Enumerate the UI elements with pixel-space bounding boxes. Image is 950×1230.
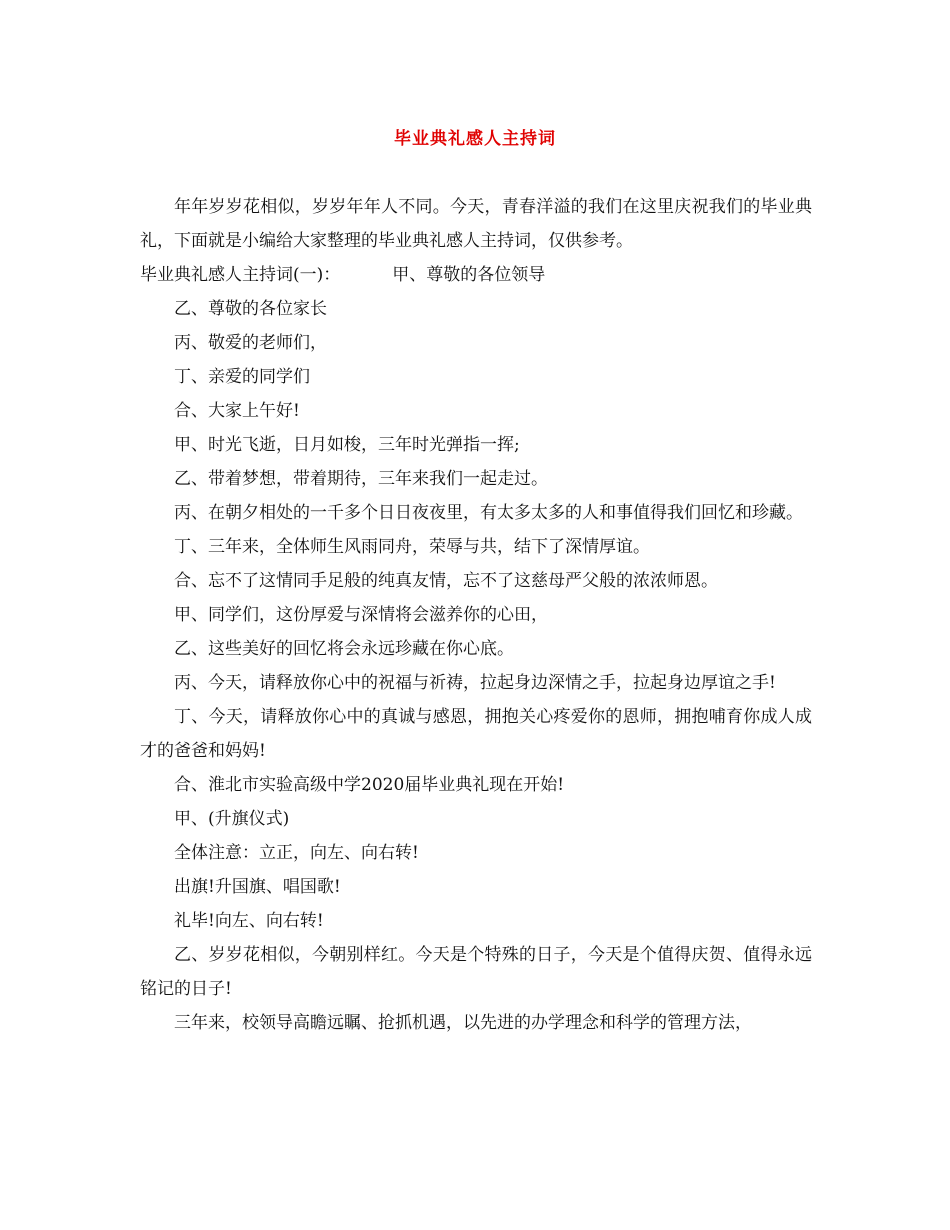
document-title: 毕业典礼感人主持词 (394, 129, 556, 149)
paragraph: 乙、这些美好的回忆将会永远珍藏在你心底。 (174, 639, 514, 659)
paragraph: 全体注意：立正，向左、向右转! (174, 843, 419, 863)
paragraph: 丙、敬爱的老师们， (174, 333, 327, 353)
paragraph: 甲、时光飞逝，日月如梭，三年时光弹指一挥; (174, 435, 520, 455)
paragraph: 甲、(升旗仪式) (174, 809, 290, 829)
paragraph: 甲、同学们，这份厚爱与深情将会滋养你的心田， (174, 605, 548, 625)
paragraph: 合、忘不了这情同手足般的纯真友情，忘不了这慈母严父般的浓浓师恩。 (174, 571, 718, 591)
section-heading: 毕业典礼感人主持词(一)： (140, 265, 341, 285)
paragraph: 丁、三年来，全体师生风雨同舟，荣辱与共，结下了深情厚谊。 (174, 537, 650, 557)
section-first-line: 甲、尊敬的各位领导 (392, 265, 546, 285)
paragraph: 乙、带着梦想，带着期待，三年来我们一起走过。 (174, 469, 548, 489)
paragraph: 礼毕!向左、向右转! (174, 911, 324, 931)
paragraph: 三年来，校领导高瞻远瞩、抢抓机遇，以先进的办学理念和科学的管理方法， (174, 1013, 752, 1033)
paragraph: 合、淮北市实验高级中学2020届毕业典礼现在开始! (174, 775, 565, 795)
paragraph: 丁、今天，请释放你心中的真诚与感恩，拥抱关心疼爱你的恩师，拥抱哺育你成人成才的爸爸和妈妈! (140, 707, 812, 761)
paragraph: 丙、今天，请释放你心中的祝福与祈祷，拉起身边深情之手，拉起身边厚谊之手! (174, 673, 776, 693)
section-heading-line (140, 258, 812, 292)
paragraph: 丙、在朝夕相处的一千多个日日夜夜里，有太多太多的人和事值得我们回忆和珍藏。 (174, 503, 803, 523)
paragraph: 乙、尊敬的各位家长 (174, 299, 327, 319)
document-body (140, 190, 812, 1040)
paragraph: 乙、岁岁花相似，今朝别样红。今天是个特殊的日子，今天是个值得庆贺、值得永远铭记的日子! (140, 945, 812, 999)
paragraph: 丁、亲爱的同学们 (174, 367, 310, 387)
paragraph: 合、大家上午好! (174, 401, 300, 421)
paragraph-intro: 年年岁岁花相似，岁岁年年人不同。今天，青春洋溢的我们在这里庆祝我们的毕业典礼，下面就是小编给大家整理的毕业典礼感人主持词，仅供参考。 (140, 197, 812, 251)
paragraph: 出旗!升国旗、唱国歌! (174, 877, 341, 897)
